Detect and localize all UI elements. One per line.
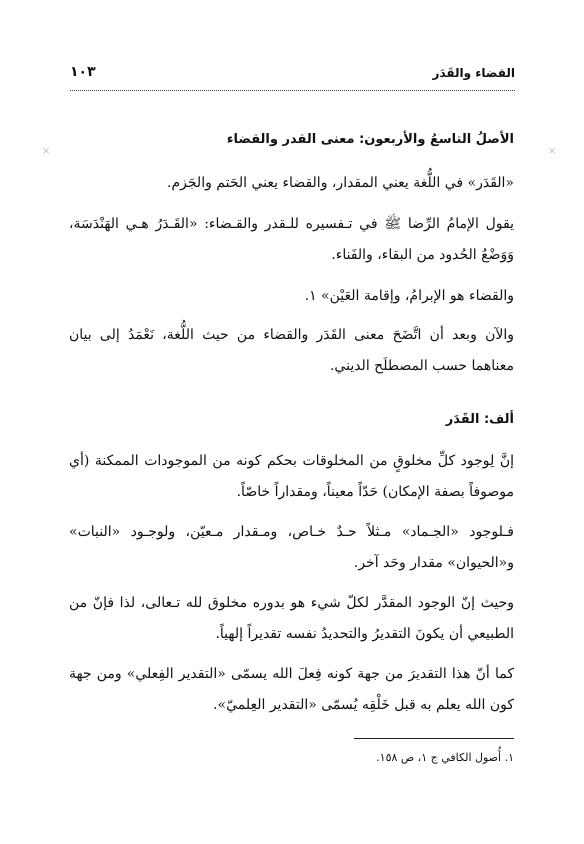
paragraph-religious-meaning: والآن وبعد أن اتَّضَحَ معنى القَدَر والقضاء من حيث اللُّغة، نَعْمَدُ إلى بيان معناهما حسب المصطلَح الديني.	[69, 327, 514, 374]
paragraph-actual-knowledge: كما أنّ هذا التقديرَ من جهة كونه فِعلَ الله يسمّى «التقدير الفِعلي» ومن جهة كون الله يعلم به قبل خَلْقِه يُسمّى «التقدير العِلميّ».	[69, 666, 514, 713]
page-header	[70, 66, 515, 91]
paragraph-qadar-definition: «القَدَر» في اللُّغة يعني المقدار، والقضاء يعني الحَتم والجَزم.	[167, 175, 514, 191]
footnote: ١. أُصول الكافي ج ١، ص ١٥٨.	[376, 751, 514, 764]
paragraph-qada-quote: والقضاء هو الإبرامُ، وإقامة العَيْن» ١.	[304, 288, 514, 304]
section-title: الأصلُ التاسعُ والأربعون: معنى القدر والقضاء	[226, 132, 514, 147]
running-title: القضاء والقَدَر	[432, 66, 515, 80]
scan-marker-left: ×	[42, 146, 51, 157]
paragraph-imam-rida-quote: يقول الإمامُ الرِّضا ﷺ في تـفسيره للـقدر والقـضاء: «القَـدَرُ هـي الهَنْدَسَة، وَوَضْعُ الحُدود من البقاء، والفَناء.	[69, 216, 514, 263]
scan-marker-right: ×	[548, 146, 557, 157]
paragraph-mineral-plant-animal: فـلوجود «الجـماد» مـثلاً حـدٌ خـاص، ومـقدار مـعيّن، ولوجـود «النبات» و«الحيوان» مقدار وحَد آخر.	[69, 524, 514, 571]
footnote-divider	[354, 738, 514, 739]
paragraph-divine-measure: وحيث إنّ الوجود المقدَّر لكلّ شيء هو بدوره مخلوق لله تـعالى، لذا فإنّ من الطبيعي أن يكونَ التقديرُ والتحديدُ نفسه تقديراً إلهياً.	[69, 595, 514, 642]
subsection-title: ألف: القَدَر	[445, 412, 514, 427]
paragraph-existence-measure: إنَّ لِوجود كلِّ مخلوقٍ من المخلوقات بحكم كونه من الموجودات الممكنة (أي موصوفاً بصفة الإمكان) حَدّاً معيناً، ومقداراً خاصّاً.	[69, 453, 514, 500]
page-number: ١٠٣	[70, 64, 96, 80]
